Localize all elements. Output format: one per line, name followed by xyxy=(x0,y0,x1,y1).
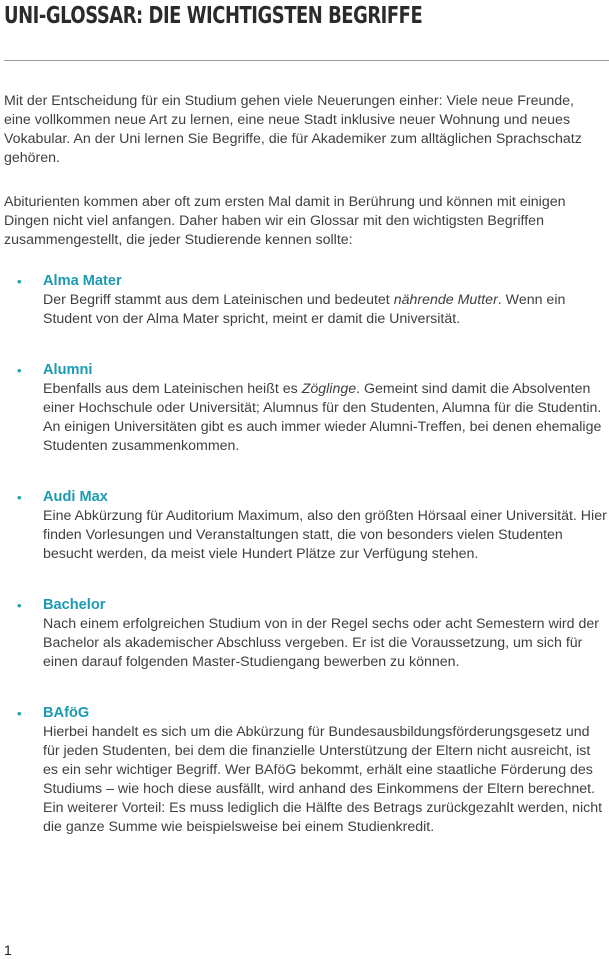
emphasis: Zöglinge xyxy=(301,381,357,397)
glossary-term: Audi Max xyxy=(43,489,108,505)
glossary-list xyxy=(0,272,609,837)
glossary-definition: Hierbei handelt es sich um die Abkürzung für Bundesausbildungsförderungsgesetz und für jeden Studenten, bei dem die finanzielle Unterstützung der Eltern nicht ausreicht, ist es ein sehr wichtiger Begriff. Wer BAföG bekommt, erhält eine staatliche Förderung des Studiums – wie hoch diese ausfällt, wird anhand des Einkommens der Eltern berechnet. Ein weiterer Vorteil: Es muss lediglich die Hälfte des Betrags zurückgezahlt werden, nicht die ganze Summe wie beispielsweise bei einem Studienkredit. xyxy=(43,724,603,835)
glossary-entry-alumni xyxy=(0,361,609,456)
glossary-term: Alumni xyxy=(43,362,93,378)
emphasis: nährende Mutter xyxy=(393,292,498,308)
page-title: UNI-GLOSSAR: DIE WICHTIGSTEN BEGRIFFE xyxy=(4,3,423,29)
bullet-icon: • xyxy=(17,706,22,721)
bullet-icon: • xyxy=(17,598,22,613)
glossary-definition: Eine Abkürzung für Auditorium Maximum, also den größten Hörsaal einer Universität. Hier finden Vorlesungen und Veranstaltungen statt, die von besonders vielen Studenten besucht werden, da meist viele Hundert Plätze zur Verfügung stehen. xyxy=(43,508,607,562)
bullet-icon: • xyxy=(17,274,22,289)
glossary-term: BAföG xyxy=(43,705,90,721)
bullet-icon: • xyxy=(17,490,22,505)
glossary-term: Alma Mater xyxy=(43,273,122,289)
glossary-definition: Ebenfalls aus dem Lateinischen heißt es Zöglinge. Gemeint sind damit die Absolventen einer Hochschule oder Universität; Alumnus für den Studenten, Alumna für die Studentin. An einigen Universitäten gibt es auch immer wieder Alumni-Treffen, bei denen ehemalige Studenten zusammenkommen. xyxy=(43,381,602,454)
page-number: 1 xyxy=(4,942,12,958)
glossary-entry-bachelor xyxy=(0,596,609,672)
glossary-definition: Der Begriff stammt aus dem Lateinischen und bedeutet nährende Mutter. Wenn ein Student von der Alma Mater spricht, meint er damit die Universität. xyxy=(43,292,566,327)
title-divider xyxy=(4,60,609,61)
intro-paragraph: Abiturienten kommen aber oft zum ersten Mal damit in Berührung und können mit einigen Dingen nicht viel anfangen. Daher haben wir ein Glossar mit den wichtigsten Begriffen zusammengestellt, die jeder Studierende kennen sollte: xyxy=(4,194,566,248)
glossary-entry-bafoeg xyxy=(0,704,609,837)
glossary-entry-audi-max xyxy=(0,488,609,564)
intro-paragraph: Mit der Entscheidung für ein Studium gehen viele Neuerungen einher: Viele neue Freunde, eine vollkommen neue Art zu lernen, eine neue Stadt inklusive neuer Wohnung und neues Vokabular. An der Uni lernen Sie Begriffe, die für Akademiker zum alltäglichen Sprachschatz gehören. xyxy=(4,93,582,166)
bullet-icon: • xyxy=(17,363,22,378)
glossary-entry-alma-mater xyxy=(0,272,609,329)
glossary-term: Bachelor xyxy=(43,597,106,613)
glossary-definition: Nach einem erfolgreichen Studium von in der Regel sechs oder acht Semestern wird der Bachelor als akademischer Abschluss vergeben. Er ist die Voraussetzung, um sich für einen darauf folgenden Master-Studiengang bewerben zu können. xyxy=(43,616,599,670)
